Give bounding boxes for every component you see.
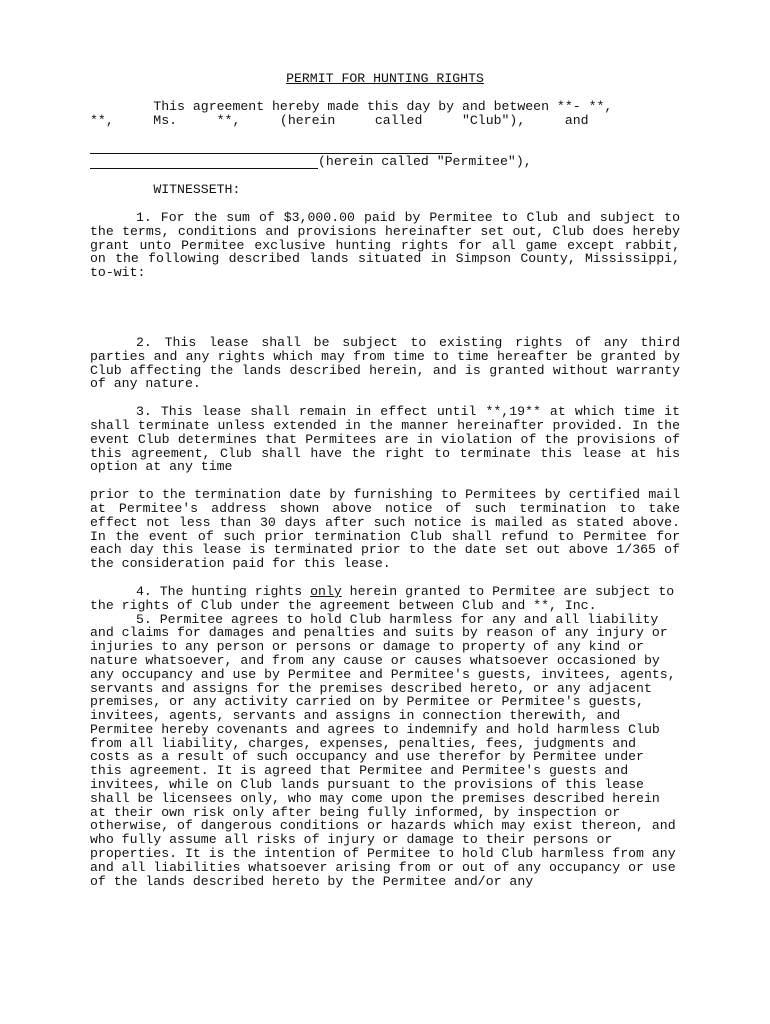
paragraph-4-only: only <box>310 583 342 599</box>
intro-line-1 <box>90 100 680 114</box>
paragraph-2: 2. This lease shall be subject to existing rights of any third parties and any rights which may from time to time hereafter be granted by Club affecting the lands described herein, and is granted without warranty of any nature. <box>90 334 680 392</box>
paragraph-5: 5. Permitee agrees to hold Club harmless for any and all liability and claims for damages and penalties and suits by reason of any injury or injuries to any person or persons or damage to property of any kind or nature whatsoever, and from any cause or causes whatsoever occasioned by any occupancy and use by Permitee and Permitee's guests, invitees, agents, servants and assigns for the premises described hereto, or any adjacent premises, or any activity carried on by Permitee or Permitee's guests, invitees, agents, servants and assigns in connection therewith, and Permitee hereby covenants and agrees to indemnify and hold harmless Club from all liability, charges, expenses, penalties, fees, judgments and costs as a result of such occupancy and use therefor by Permitee under this agreement. It is agreed that Permitee and Permitee's guests and invitees, while on Club lands pursuant to the provisions of this lease shall be licensees only, who may come upon the premises described herein at their own risk only after being fully informed, by inspection or otherwise, of dangerous conditions or hazards which may exist thereon, and who fully assume all risks of injury or damage to their persons or properties. It is the intention of Permitee to hold Club harmless from any and all liabilities whatsoever arising from or out of any occupancy or use of the lands described hereto by the Permitee and/or any <box>90 611 676 889</box>
paragraph-4-pre: 4. The hunting rights <box>136 583 311 599</box>
permitee-suffix: (herein called "Permitee"), <box>318 154 532 170</box>
paragraph-3: 3. This lease shall remain in effect until **,19** at which time it shall terminate unless extended in the manner hereinafter provided. In the event Club determines that Permitees are in violation of the provisions of this agreement, Club shall have the right to terminate this lease at his option at any time <box>90 404 680 475</box>
document-page <box>90 72 680 888</box>
intro-text-1: This agreement hereby made this day by and between **- **, <box>153 98 613 114</box>
paragraph-4-post: herein granted to Permitee are subject to the rights of Club under the agreement between Club and **, Inc. <box>90 583 675 613</box>
signature-blank-top <box>90 141 452 154</box>
witnesseth-line <box>90 183 680 197</box>
witnesseth: WITNESSETH: <box>153 182 241 198</box>
document-title: PERMIT FOR HUNTING RIGHTS <box>286 71 484 86</box>
intro-line-2: **, Ms. **, (herein called "Club"), and <box>90 112 589 128</box>
permitee-line <box>90 155 680 169</box>
blank-line-1 <box>90 141 680 155</box>
permitee-blank <box>90 156 318 169</box>
paragraph-4 <box>90 585 680 613</box>
paragraph-1: 1. For the sum of $3,000.00 paid by Permitee to Club and subject to the terms, conditions and provisions hereinafter set out, Club does hereby grant unto Permitee exclusive hunting rights for all game except rabbit, on the following described lands situated in Simpson County, Mississippi, to-wit: <box>90 209 680 281</box>
paragraph-3-continued: prior to the termination date by furnishing to Permitees by certified mail at Permitee's address shown above notice of such termination to take effect not less than 30 days after such notice is mailed as stated above. In the event of such prior termination Club shall refund to Permitee for each day this lease is terminated prior to the date set out above 1/365 of the consideration paid for this lease. <box>90 487 680 572</box>
